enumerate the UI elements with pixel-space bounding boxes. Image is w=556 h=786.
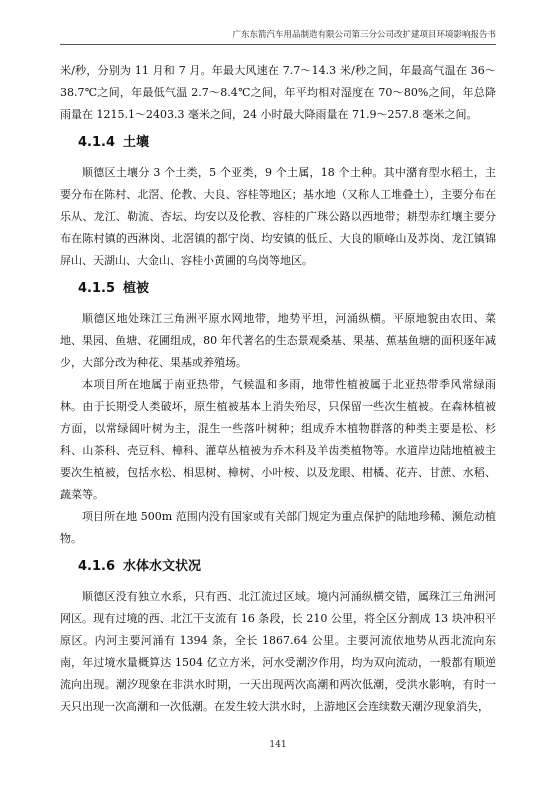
section-number: 4.1.5 — [78, 281, 116, 296]
section-vegetation — [60, 278, 496, 550]
section-title: 植被 — [123, 281, 150, 296]
document-body — [60, 60, 496, 718]
paragraph: 项目所在地 500m 范围内没有国家或有关部门规定为重点保护的陆地珍稀、濒危动植物。 — [60, 510, 496, 545]
paragraph: 顺德区没有独立水系，只有西、北江流过区域。境内河涌纵横交错，属珠江三角洲河网区。现有过境的西、北江干支流有 16 条段，长 210 公里，将全区分割成 13 块冲积平原区。内河主要河涌有 1394 条，全长 1867.64 公里。主要河流依地势从西北流向东南，年过境水量概算达 1504 亿立方米，河水受潮汐作用，均为双向流动，一般都有顺逆流向出现。潮汐现象在非洪水时期，一天出现两次高潮和两次低潮，受洪水影响，有时一天只出现一次高潮和一次低潮。在发生较大洪水时，上游地区会连续数天潮汐现象消失， — [60, 590, 496, 713]
page-footer — [0, 740, 556, 750]
section-hydrology — [60, 556, 496, 718]
paragraph: 本项目所在地属于南亚热带，气候温和多雨，地带性植被属于北亚热带季风常绿雨林。由于长期受人类破坏，原生植被基本上消失殆尽，只保留一些次生植被。在森林植被方面，以常绿阔叶树为主，混生一些落叶树种；组成乔木植物群落的种类主要是松、杉科、山茶科、壳豆科、樟科、灌草丛植被为乔木科及羊齿类植物等。水道岸边陆地植被主要次生植被，包括水松、相思树、樟树、小叶桉、以及龙眼、柑橘、花卉、甘蔗、水稻、蔬菜等。 — [60, 378, 496, 501]
paragraph: 顺德区土壤分 3 个土类，5 个亚类，9 个土属，18 个土种。其中潴育型水稻土，主要分布在陈村、北滘、伦教、大良、容桂等地区；基水地（又称人工堆叠土），主要分布在乐从、龙江、勒流、杏坛、均安以及伦教、容桂的广珠公路以西地带；耕型赤红壤主要分布在陈村镇的西淋岗、北滘镇的都宁岗、均安镇的低丘、大良的顺峰山及苏岗、龙江镇锦屏山、天湖山、大金山、容桂小黄圃的乌岗等地区。 — [60, 166, 496, 267]
section-soil — [60, 132, 496, 272]
section-number: 4.1.6 — [78, 559, 116, 574]
page-number: 141 — [269, 740, 287, 750]
section-heading — [60, 278, 496, 300]
header-title: 广东东箭汽车用品制造有限公司第三分公司改扩建项目环境影响报告书 — [232, 30, 496, 40]
section-title: 土壤 — [123, 135, 150, 150]
intro-paragraph: 米/秒，分别为 11 月和 7 月。年最大风速在 7.7～14.3 米/秒之间，年最高气温在 36～38.7℃之间，年最低气温 2.7～8.4℃之间，年平均相对湿度在 70～80%之间，年总降雨量在 1215.1～2403.3 毫米之间，24 小时最大降雨量在 71.9～257.8 毫米之间。 — [60, 64, 496, 121]
section-title: 水体水文状况 — [123, 559, 202, 574]
paragraph: 顺德区地处珠江三角洲平原水网地带，地势平坦，河涌纵横。平原地貌由农田、菜地、果园、鱼塘、花圃组成，80 年代著名的生态景观桑基、果基、蕉基鱼塘的面积逐年减少，大部分改为种花、果基或养殖场。 — [60, 312, 496, 369]
section-heading — [60, 556, 496, 578]
page-header — [60, 28, 496, 45]
section-heading — [60, 132, 496, 154]
section-number: 4.1.4 — [78, 135, 116, 150]
